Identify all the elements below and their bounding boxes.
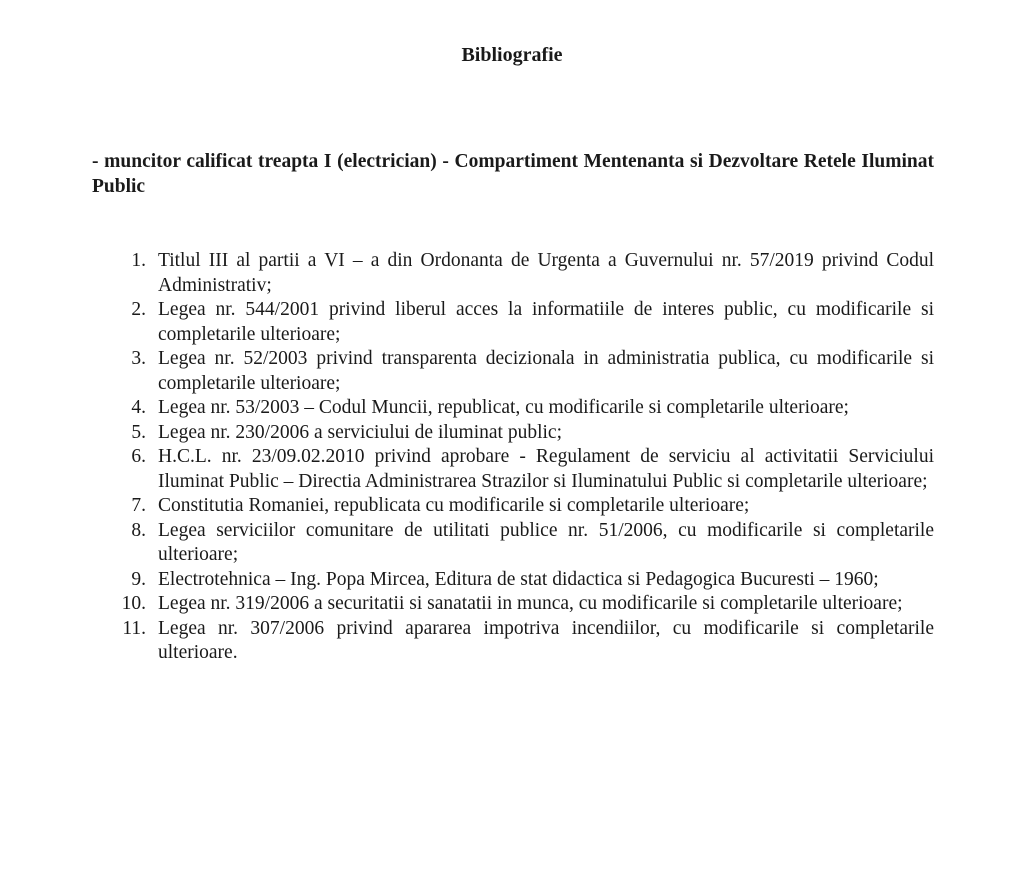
list-item xyxy=(120,298,934,347)
item-number: 1. xyxy=(131,250,146,271)
item-text: Legea nr. 319/2006 a securitatii si sanatatii in munca, cu modificarile si completarile ulterioare; xyxy=(158,593,903,614)
item-number: 2. xyxy=(131,299,146,320)
list-item xyxy=(120,421,934,446)
list-item xyxy=(120,519,934,568)
item-number: 10. xyxy=(121,593,146,614)
list-item xyxy=(120,592,934,617)
position-subtitle: - muncitor calificat treapta I (electrician) - Compartiment Mentenanta si Dezvoltare Retele Iluminat Public xyxy=(92,151,934,197)
item-text: Legea nr. 544/2001 privind liberul acces la informatiile de interes public, cu modificarile si completarile ulterioare; xyxy=(158,299,934,345)
list-item xyxy=(120,568,934,593)
list-item xyxy=(120,249,934,298)
list-item xyxy=(120,347,934,396)
list-item xyxy=(120,617,934,666)
item-text: Electrotehnica – Ing. Popa Mircea, Editura de stat didactica si Pedagogica Bucuresti – 1960; xyxy=(158,568,879,590)
item-text: Legea nr. 230/2006 a serviciului de iluminat public; xyxy=(158,421,562,443)
item-text: Legea nr. 52/2003 privind transparenta decizionala in administratia publica, cu modificarile si completarile ulterioare; xyxy=(158,348,934,394)
item-number: 5. xyxy=(131,421,146,443)
item-text: Constitutia Romaniei, republicata cu modificarile si completarile ulterioare; xyxy=(158,495,750,516)
item-number: 3. xyxy=(131,348,146,369)
bibliography-list xyxy=(120,249,934,666)
item-text: Legea nr. 307/2006 privind apararea impotriva incendiilor, cu modificarile si completarile ulterioare. xyxy=(158,617,934,663)
item-number: 11. xyxy=(122,617,146,639)
list-item xyxy=(120,494,934,519)
item-text: Legea serviciilor comunitare de utilitati publice nr. 51/2006, cu modificarile si completarile ulterioare; xyxy=(158,519,934,565)
item-number: 6. xyxy=(131,446,146,467)
item-number: 9. xyxy=(131,568,146,590)
item-text: Titlul III al partii a VI – a din Ordonanta de Urgenta a Guvernului nr. 57/2019 privind Codul Administrativ; xyxy=(158,250,934,296)
item-number: 7. xyxy=(131,495,146,516)
item-text: Legea nr. 53/2003 – Codul Muncii, republicat, cu modificarile si completarile ulterioare; xyxy=(158,397,849,418)
item-number: 8. xyxy=(131,519,146,541)
list-item xyxy=(120,396,934,421)
item-text: H.C.L. nr. 23/09.02.2010 privind aprobare - Regulament de serviciu al activitatii Serviciului Iluminat Public – Directia Administrarea Strazilor si Iluminatului Public si completarile ulterioare; xyxy=(158,446,934,492)
page-title: Bibliografie xyxy=(461,44,563,66)
list-item xyxy=(120,445,934,494)
item-number: 4. xyxy=(131,397,146,418)
